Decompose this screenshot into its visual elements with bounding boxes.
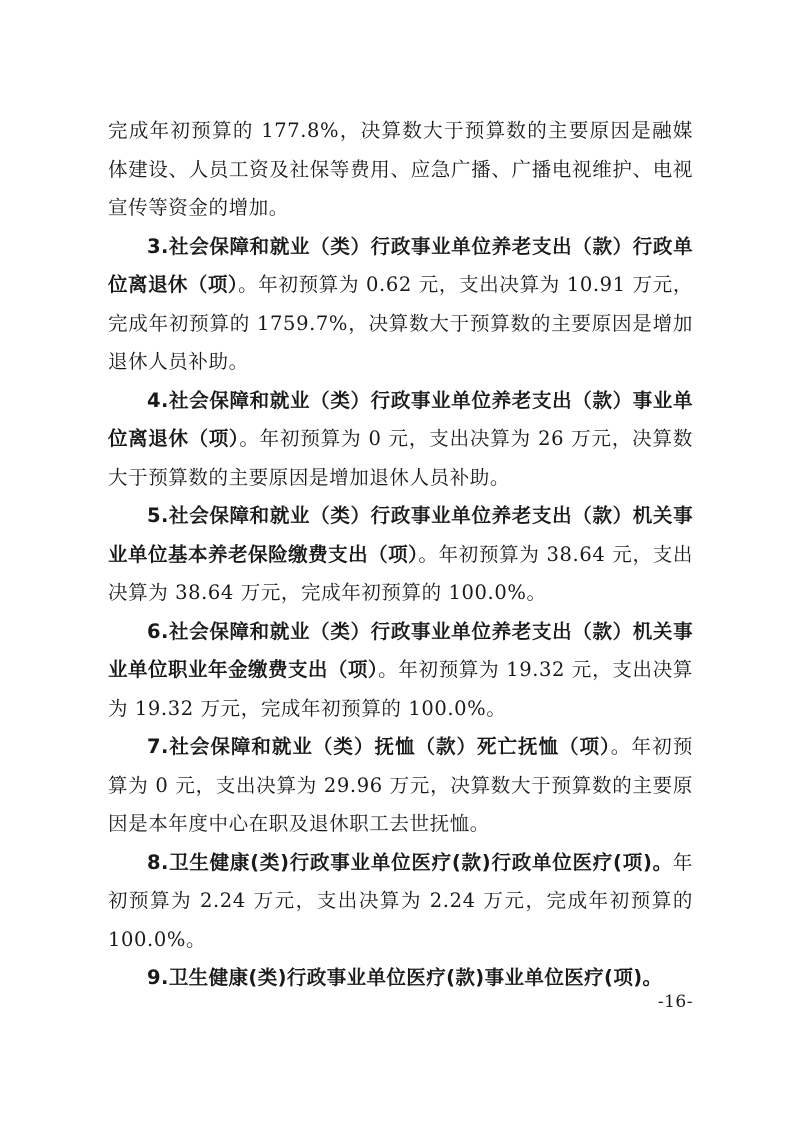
paragraph-7 — [108, 844, 693, 960]
paragraph-6-body: 。年初预算为 0 元，支出决算为 29.96 万元，决算数大于预算数的主要原因是本年度中心在职及退休职工去世抚恤。 — [108, 735, 694, 835]
paragraph-4-body: 。年初预算为 38.64 元，支出决算为 38.64 万元，完成年初预算的 100.0%。 — [108, 542, 694, 604]
document-page — [108, 112, 693, 998]
paragraph-5-body: 。年初预算为 19.32 元，支出决算为 19.32 万元，完成年初预算的 100.0%。 — [108, 658, 693, 720]
paragraph-4-heading: 5.社会保障和就业（类）行政事业单位养老支出（款）机关事业单位基本养老保险缴费支出（项） — [108, 504, 693, 566]
paragraph-7-body: 年初预算为 2.24 万元，支出决算为 2.24 万元，完成年初预算的 100.0%。 — [108, 850, 693, 951]
paragraph-6 — [108, 728, 693, 844]
paragraph-7-heading: 8.卫生健康(类)行政事业单位医疗(款)行政单位医疗(项)。 — [147, 850, 673, 874]
paragraph-3-body: 。年初预算为 0 元，支出决算为 26 万元，决算数大于预算数的主要原因是增加退休人员补助。 — [108, 427, 693, 489]
paragraph-2-heading: 3.社会保障和就业（类）行政事业单位养老支出（款）行政单位离退休（项） — [108, 234, 693, 296]
paragraph-3-heading: 4.社会保障和就业（类）行政事业单位养老支出（款）事业单位离退休（项） — [108, 388, 693, 450]
page-number: -16- — [657, 992, 693, 1012]
paragraph-3 — [108, 382, 693, 498]
paragraph-5-heading: 6.社会保障和就业（类）行政事业单位养老支出（款）机关事业单位职业年金缴费支出（项） — [108, 619, 693, 681]
paragraph-8-heading: 9.卫生健康(类)行政事业单位医疗(款)事业单位医疗(项)。 — [147, 966, 663, 989]
paragraph-6-heading: 7.社会保障和就业（类）抚恤（款）死亡抚恤（项） — [147, 735, 611, 758]
paragraph-4 — [108, 497, 693, 613]
paragraph-1 — [108, 112, 693, 228]
paragraph-5 — [108, 613, 693, 729]
paragraph-2-body: 。年初预算为 0.62 元，支出决算为 10.91 万元，完成年初预算的 1759.7%，决算数大于预算数的主要原因是增加退休人员补助。 — [108, 273, 693, 373]
paragraph-8 — [108, 959, 693, 998]
paragraph-1-body: 完成年初预算的 177.8%，决算数大于预算数的主要原因是融媒体建设、人员工资及社保等费用、应急广播、广播电视维护、电视宣传等资金的增加。 — [108, 119, 693, 219]
paragraph-2 — [108, 228, 693, 382]
